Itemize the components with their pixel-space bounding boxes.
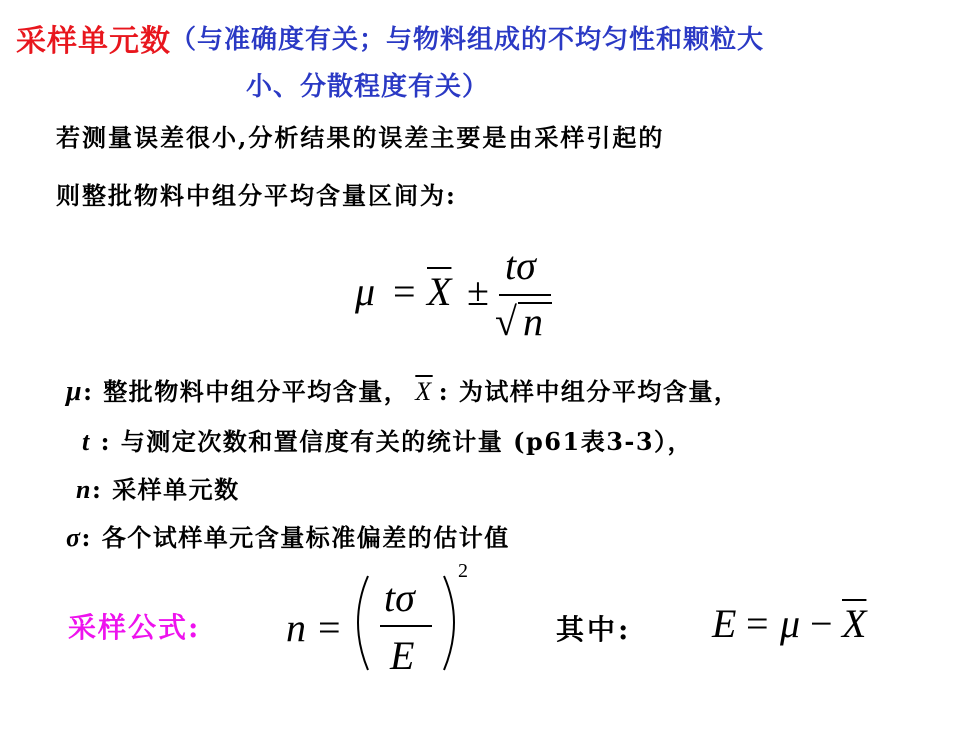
def-n-text: : 采样单元数 — [91, 475, 240, 504]
interval-formula — [355, 240, 565, 350]
definition-t — [82, 422, 693, 457]
formula-equals: = — [393, 269, 416, 314]
sampling-equals: = — [318, 605, 341, 650]
def-mu-text: : 整批物料中组分平均含量， — [83, 377, 410, 406]
definition-sigma — [66, 518, 510, 553]
formula-xbar: $\overline{X}$ — [427, 269, 452, 314]
formula-fraction-bar — [499, 294, 551, 296]
intro-line-2: 则整批物料中组分平均含量区间为: — [56, 181, 457, 210]
sampling-denominator: E — [390, 633, 415, 678]
heading-title: 采样单元数 — [16, 24, 171, 59]
def-n-symbol: n — [76, 475, 92, 504]
definition-n — [76, 470, 240, 505]
formula-numerator: tσ — [505, 243, 536, 288]
def-mu-symbol: μ — [66, 376, 84, 407]
heading-note-line2: 小、分散程度有关） — [246, 72, 490, 102]
error-e: E — [712, 601, 737, 646]
sampling-numerator: tσ — [384, 575, 415, 620]
def-xbar-symbol: $\overline{X}$ — [415, 377, 433, 406]
sampling-formula-label: 采样公式: — [68, 611, 201, 644]
sampling-exponent: 2 — [458, 560, 468, 582]
formula-plus-minus: ± — [467, 269, 489, 314]
error-equals: = — [746, 601, 769, 646]
sampling-formula — [286, 560, 486, 685]
def-t-text: : 与测定次数和置信度有关的统计量 (p61表3-3）， — [90, 427, 694, 456]
formula-denominator: n — [523, 299, 543, 344]
formula-mu: μ — [355, 269, 376, 314]
error-mu: μ — [780, 601, 801, 646]
def-sigma-text: : 各个试样单元含量标准偏差的估计值 — [81, 523, 510, 552]
error-formula — [712, 600, 892, 650]
definition-mu — [66, 372, 739, 408]
error-xbar: $\overline{X}$ — [842, 601, 867, 646]
left-paren — [358, 576, 368, 670]
def-xbar-text: : 为试样中组分平均含量， — [438, 377, 740, 406]
error-minus: − — [810, 601, 833, 646]
def-sigma-symbol: σ — [66, 523, 82, 552]
formula-radical: √ — [495, 299, 517, 344]
right-paren — [444, 576, 454, 670]
sampling-n: n — [286, 605, 306, 650]
heading-note-line1: （与准确度有关；与物料组成的不均匀性和颗粒大 — [170, 25, 765, 55]
intro-line-1: 若测量误差很小,分析结果的误差主要是由采样引起的 — [56, 123, 665, 152]
where-label: 其中: — [556, 613, 632, 646]
def-t-symbol: t — [82, 427, 91, 456]
